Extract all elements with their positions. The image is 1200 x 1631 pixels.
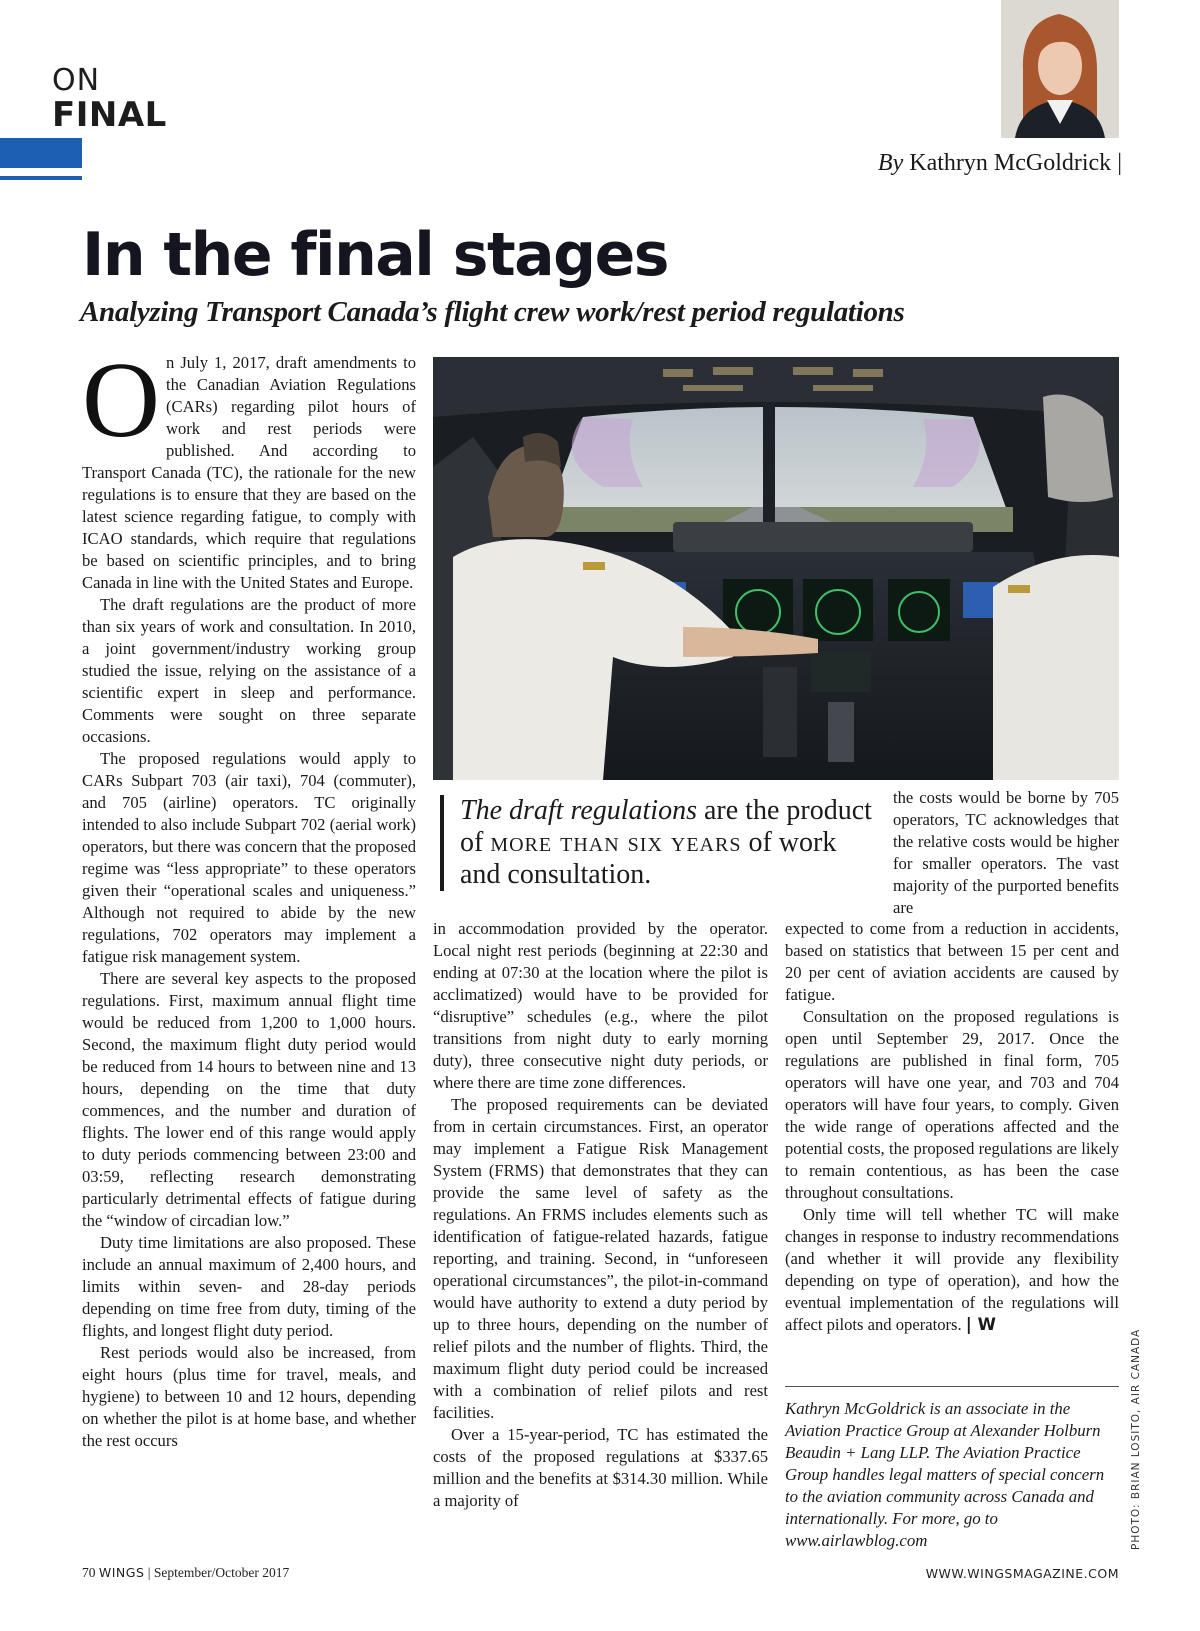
byline-author: Kathryn McGoldrick	[909, 150, 1112, 176]
paragraph: expected to come from a reduction in accidents, based on statistics that between 15 per cent and 20 per cent of aviation accidents are caused by fatigue.	[785, 919, 1119, 1004]
cockpit-photo	[433, 357, 1119, 780]
page-number: 70	[82, 1565, 96, 1580]
article-column-3-top: the costs would be borne by 705 operators, TC acknowledges that the relative costs would be higher for smaller operators. The vast majority of the purported benefits are	[893, 788, 1119, 917]
pull-quote-text: are the product of	[460, 795, 872, 858]
pull-quote-emphasis: more than six years	[490, 827, 742, 858]
byline	[878, 150, 1122, 177]
paragraph	[82, 341, 416, 594]
pull-quote-text-end: of work and consultation.	[460, 827, 837, 890]
magazine-name: WINGS	[98, 1565, 145, 1580]
section-tag-line1: ON	[52, 63, 101, 98]
paragraph: The draft regulations are the product of more than six years of work and consultation. In 2010, a joint government/industry working group studied the issue, relying on the assistance of a scientific expert in sleep and performance. Comments were sought on three separate occasions.	[82, 595, 416, 746]
accent-block	[0, 138, 82, 168]
paragraph: The proposed regulations would apply to CARs Subpart 703 (air taxi), 704 (commuter), and 705 (airline) operators. TC originally intended to also include Subpart 702 (aerial work) operators, but there was concern that the proposed regime was “less appropriate” to these operators given their “operational scales and uniqueness.” Although not required to abide by the new regulations, 702 operators may implement a fatigue risk management system.	[82, 749, 416, 966]
article-column-1	[82, 341, 416, 1452]
accent-rule	[0, 176, 82, 180]
paragraph: Rest periods would also be increased, from eight hours (plus time for travel, meals, and hygiene) to between 10 and 12 hours, depending on whether the pilot is at home base, and whether the rest occurs	[82, 1343, 416, 1450]
paragraph: Duty time limitations are also proposed. These include an annual maximum of 2,400 hours, and limits within seven- and 28-day periods depending on time free from duty, timing of the flights, and longest flight duty period.	[82, 1233, 416, 1340]
folio-left	[82, 1565, 289, 1581]
paragraph: in accommodation provided by the operator. Local night rest periods (beginning at 22:30 and ending at 07:30 at the location where the pilot is acclimatized) would have to be provided for “disruptive” schedules (e.g., where the pilot transitions from night duty to early morning duty), three consecutive night duty periods, or where there are time zone differences.	[433, 919, 768, 1092]
article-column-2	[433, 918, 768, 1512]
article-column-3	[785, 918, 1119, 1336]
bio-divider	[785, 1386, 1119, 1387]
paragraph: Consultation on the proposed regulations is open until September 29, 2017. Once the regulations are published in final form, 705 operators will have one year, and 703 and 704 operators will have four years, to comply. Given the wide range of operations affected and the potential costs, the proposed regulations are likely to remain contentious, as has been the case throughout consultations.	[785, 1007, 1119, 1202]
paragraph-text: n July 1, 2017, draft amendments to the Canadian Aviation Regulations (CARs) regarding pilot hours of work and rest periods were published. And according to Transport Canada (TC), the rationale for the new regulations is to ensure that they are based on the latest science regarding fatigue, to comply with ICAO standards, which require that regulations be based on scientific principles, and to bring Canada in line with the United States and Europe.	[82, 353, 416, 592]
headline: In the final stages	[82, 220, 668, 290]
issue-date: September/October 2017	[153, 1565, 290, 1580]
paragraph	[785, 1204, 1119, 1336]
pull-quote	[440, 795, 880, 891]
pull-quote-italic: The draft regulations	[460, 795, 697, 826]
section-tag-line2: FINAL	[52, 95, 167, 135]
author-portrait	[1001, 0, 1119, 138]
author-bio: Kathryn McGoldrick is an associate in the Aviation Practice Group at Alexander Holburn Beaudin + Lang LLP. The Aviation Practice Group handles legal matters of special concern to the aviation community across Canada and internationally. For more, go to www.airlawblog.com	[785, 1399, 1105, 1550]
drop-cap: O	[82, 341, 160, 460]
paragraph-text: Only time will tell whether TC will make changes in response to industry recommendations (and whether it will provide any flexibility depending on type of operation), and how the eventual implementation of the regulations will affect pilots and operators.	[785, 1205, 1119, 1334]
paragraph: The proposed requirements can be deviated from in certain circumstances. First, an operator may implement a Fatigue Risk Management System (FRMS) that demonstrates that they can provide the same level of safety as the regulations. An FRMS includes elements such as identification of fatigue-related hazards, fatigue reporting, and training. Second, in “unforeseen operational circumstances”, the pilot-in-command would have authority to extend a duty period by up to three hours, depending on the number of relief pilots and the number of flights. Third, the maximum flight duty period could be increased with a combination of relief pilots and rest facilities.	[433, 1095, 768, 1422]
photo-credit: PHOTO: BRIAN LOSITO, AIR CANADA	[1130, 1328, 1142, 1550]
paragraph: Over a 15-year-period, TC has estimated the costs of the proposed regulations at $337.65 million and the benefits at $314.30 million. While a majority of	[433, 1425, 768, 1510]
section-tag	[52, 63, 167, 135]
byline-bar: |	[1117, 150, 1122, 176]
folio-separator: |	[147, 1565, 151, 1580]
website-link[interactable]: WWW.WINGSMAGAZINE.COM	[925, 1566, 1119, 1581]
byline-by: By	[877, 150, 904, 176]
paragraph: There are several key aspects to the proposed regulations. First, maximum annual flight time would be reduced from 1,200 to 1,000 hours. Second, the maximum flight duty period would be reduced from 14 hours to between nine and 13 hours, depending on the time that duty commences, and the number and duration of flights. The lower end of this range would apply to duty periods commencing between 23:00 and 03:59, reflecting research demonstrating particularly detrimental effects of fatigue during the “window of circadian low.”	[82, 969, 416, 1230]
deck: Analyzing Transport Canada’s flight crew work/rest period regulations	[80, 296, 905, 328]
end-mark: | W	[965, 1315, 996, 1334]
